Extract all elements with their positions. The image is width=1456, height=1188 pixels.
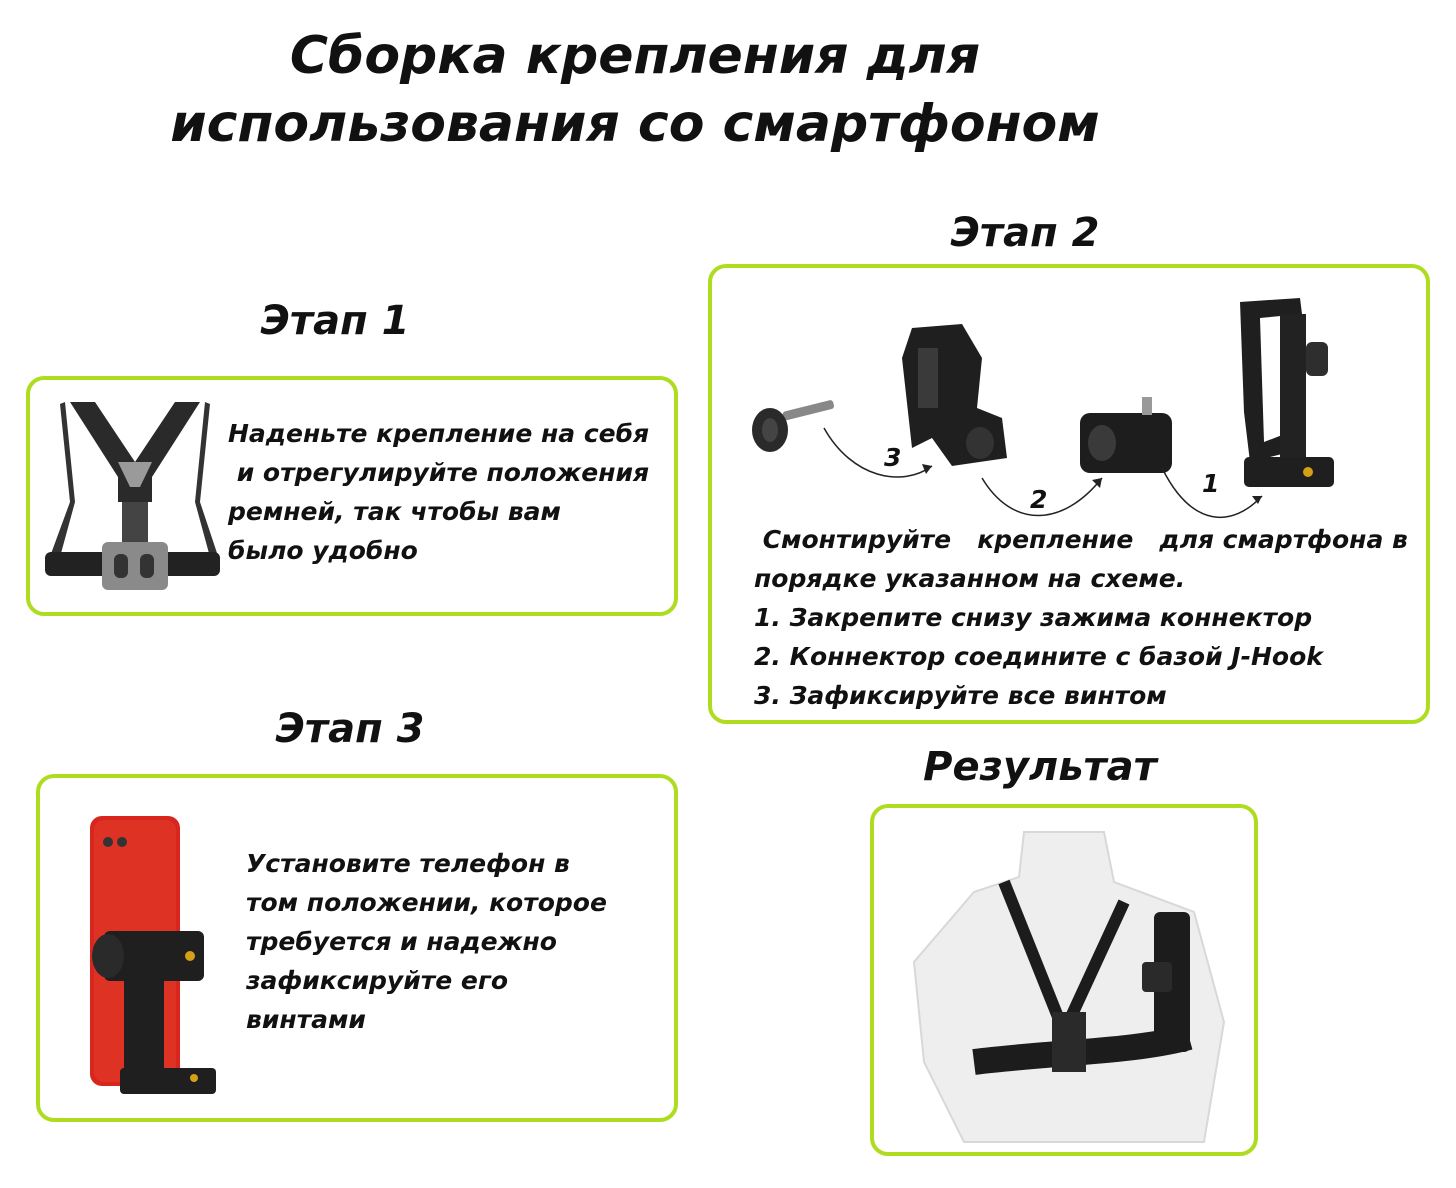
step3-text	[246, 844, 607, 1039]
result-mannequin-image	[904, 822, 1234, 1142]
step2-line: порядке указанном на схеме.	[754, 564, 1186, 593]
result-panel	[870, 804, 1258, 1156]
step3-line: том положении, которое	[246, 888, 607, 917]
chest-harness-image	[40, 392, 220, 602]
step2-line: 2. Коннектор соедините с базой J-Hook	[754, 642, 1323, 671]
arrow-label-2: 2	[1030, 485, 1048, 514]
phone-in-clamp-image	[64, 806, 234, 1106]
step2-line: 3. Зафиксируйте все винтом	[754, 681, 1167, 710]
arrow-label-1: 1	[1202, 469, 1220, 498]
arrow-3	[824, 428, 932, 477]
step1-line: было удобно	[228, 536, 418, 565]
step2-heading: Этап 2	[950, 210, 1100, 256]
arrow-label-3: 3	[884, 443, 902, 472]
step3-line: винтами	[246, 1005, 366, 1034]
step3-panel	[36, 774, 678, 1122]
step3-line: зафиксируйте его	[246, 966, 509, 995]
step2-line: Смонтируйте крепление для смартфона в	[754, 525, 1408, 554]
step3-line: Установите телефон в	[246, 849, 570, 878]
step2-text	[754, 520, 1408, 715]
title-line-2: использования со смартфоном	[170, 94, 1100, 154]
step3-heading: Этап 3	[275, 706, 425, 752]
step1-line: Наденьте крепление на себя	[228, 419, 650, 448]
result-heading: Результат	[923, 744, 1157, 790]
step2-panel	[708, 264, 1430, 724]
step3-line: требуется и надежно	[246, 927, 557, 956]
step1-panel	[26, 376, 678, 616]
page-title	[0, 22, 1270, 158]
step1-text	[228, 414, 649, 570]
step2-line: 1. Закрепите снизу зажима коннектор	[754, 603, 1313, 632]
step1-heading: Этап 1	[260, 298, 410, 344]
title-line-1: Сборка крепления для	[289, 26, 981, 86]
step1-line: ремней, так чтобы вам	[228, 497, 561, 526]
step1-line: и отрегулируйте положения	[228, 458, 650, 487]
